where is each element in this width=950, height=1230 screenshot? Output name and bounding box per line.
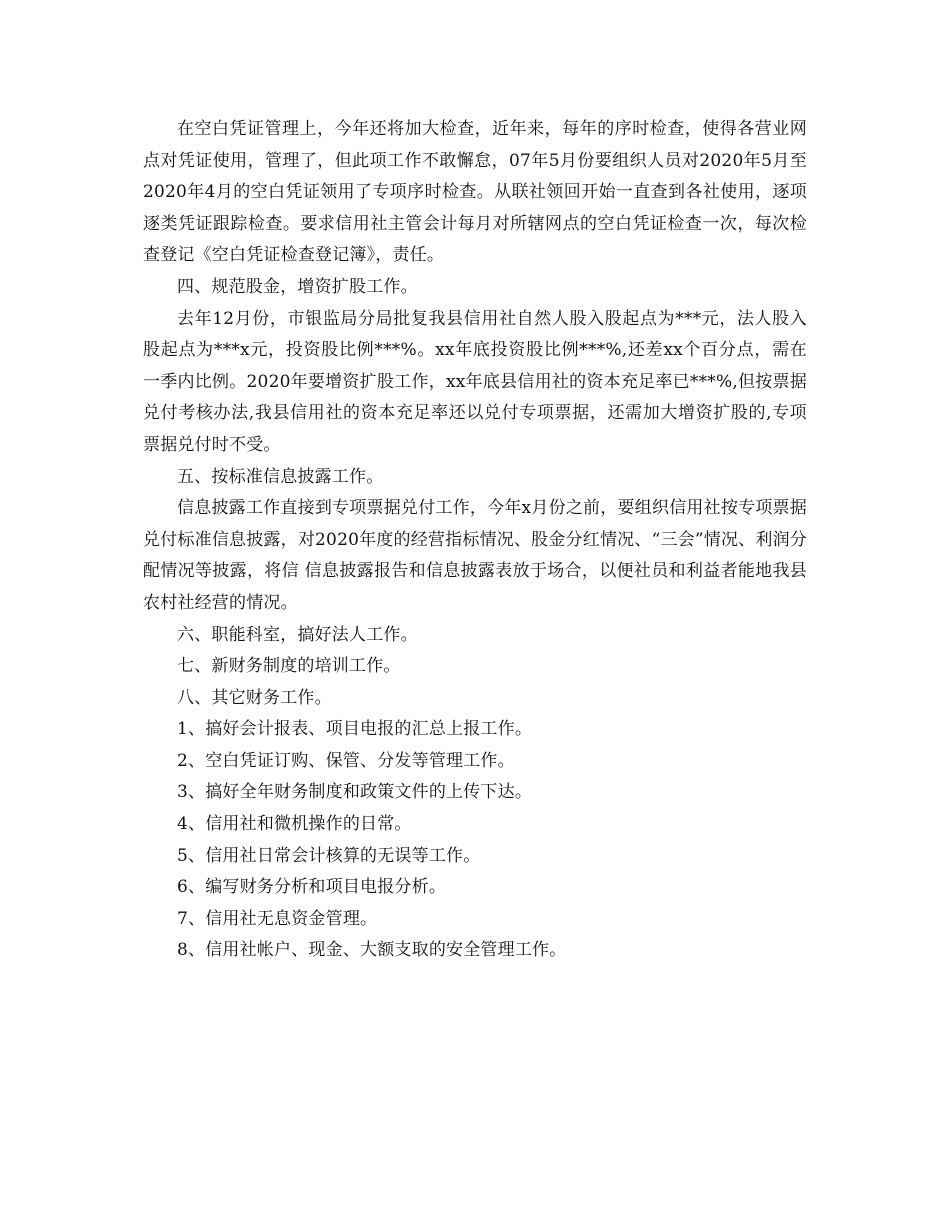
paragraph-blank-voucher: 在空白凭证管理上，今年还将加大检查，近年来，每年的序时检查，使得各营业网点对凭证使用，管理了，但此项工作不敢懈怠，07年5月份要组织人员对2020年5月至2020年4月的空白凭证领用了专项序时检查。从联社领回开始一直查到各社使用，逐项逐类凭证跟踪检查。要求信用社主管会计每月对所辖网点的空白凭证检查一次，每次检查登记《空白凭证检查登记簿》，责任。 bbox=[143, 119, 807, 266]
list-item: 5、信用社日常会计核算的无误等工作。 bbox=[177, 845, 481, 866]
heading-section-six: 六、职能科室，搞好法人工作。 bbox=[177, 624, 418, 645]
paragraph-share-capital: 去年12月份，市银监局分局批复我县信用社自然人股入股起点为***元，法人股入股起点为***x元，投资股比例***%。xx年底投资股比例***%,还差xx个百分点，需在一季内比例。2020年要增资扩股工作，xx年底县信用社的资本充足率已***%,但按票据兑付考核办法,我县信用社的资本充足率还以兑付专项票据，还需加大增资扩股的,专项票据兑付时不受。 bbox=[143, 308, 807, 455]
heading-section-eight: 八、其它财务工作。 bbox=[177, 687, 332, 708]
document-body bbox=[143, 114, 807, 967]
list-item: 8、信用社帐户、现金、大额支取的安全管理工作。 bbox=[177, 940, 567, 961]
heading-section-seven: 七、新财务制度的培训工作。 bbox=[177, 656, 401, 677]
list-item: 6、编写财务分析和项目电报分析。 bbox=[177, 877, 447, 898]
paragraph-disclosure: 信息披露工作直接到专项票据兑付工作，今年x月份之前，要组织信用社按专项票据兑付标准信息披露，对2020年度的经营指标情况、股金分红情况、“三会”情况、利润分配情况等披露，将信 信息披露报告和信息披露表放于场合，以便社员和利益者能地我县农村社经营的情况。 bbox=[143, 498, 807, 613]
list-item: 7、信用社无息资金管理。 bbox=[177, 908, 378, 929]
list-item: 2、空白凭证订购、保管、分发等管理工作。 bbox=[177, 750, 515, 771]
list-item: 3、搞好全年财务制度和政策文件的上传下达。 bbox=[177, 782, 533, 803]
list-item: 4、信用社和微机操作的日常。 bbox=[177, 814, 412, 835]
list-item: 1、搞好会计报表、项目电报的汇总上报工作。 bbox=[177, 719, 533, 740]
heading-section-four: 四、规范股金，增资扩股工作。 bbox=[177, 276, 418, 297]
heading-section-five: 五、按标准信息披露工作。 bbox=[177, 466, 384, 487]
